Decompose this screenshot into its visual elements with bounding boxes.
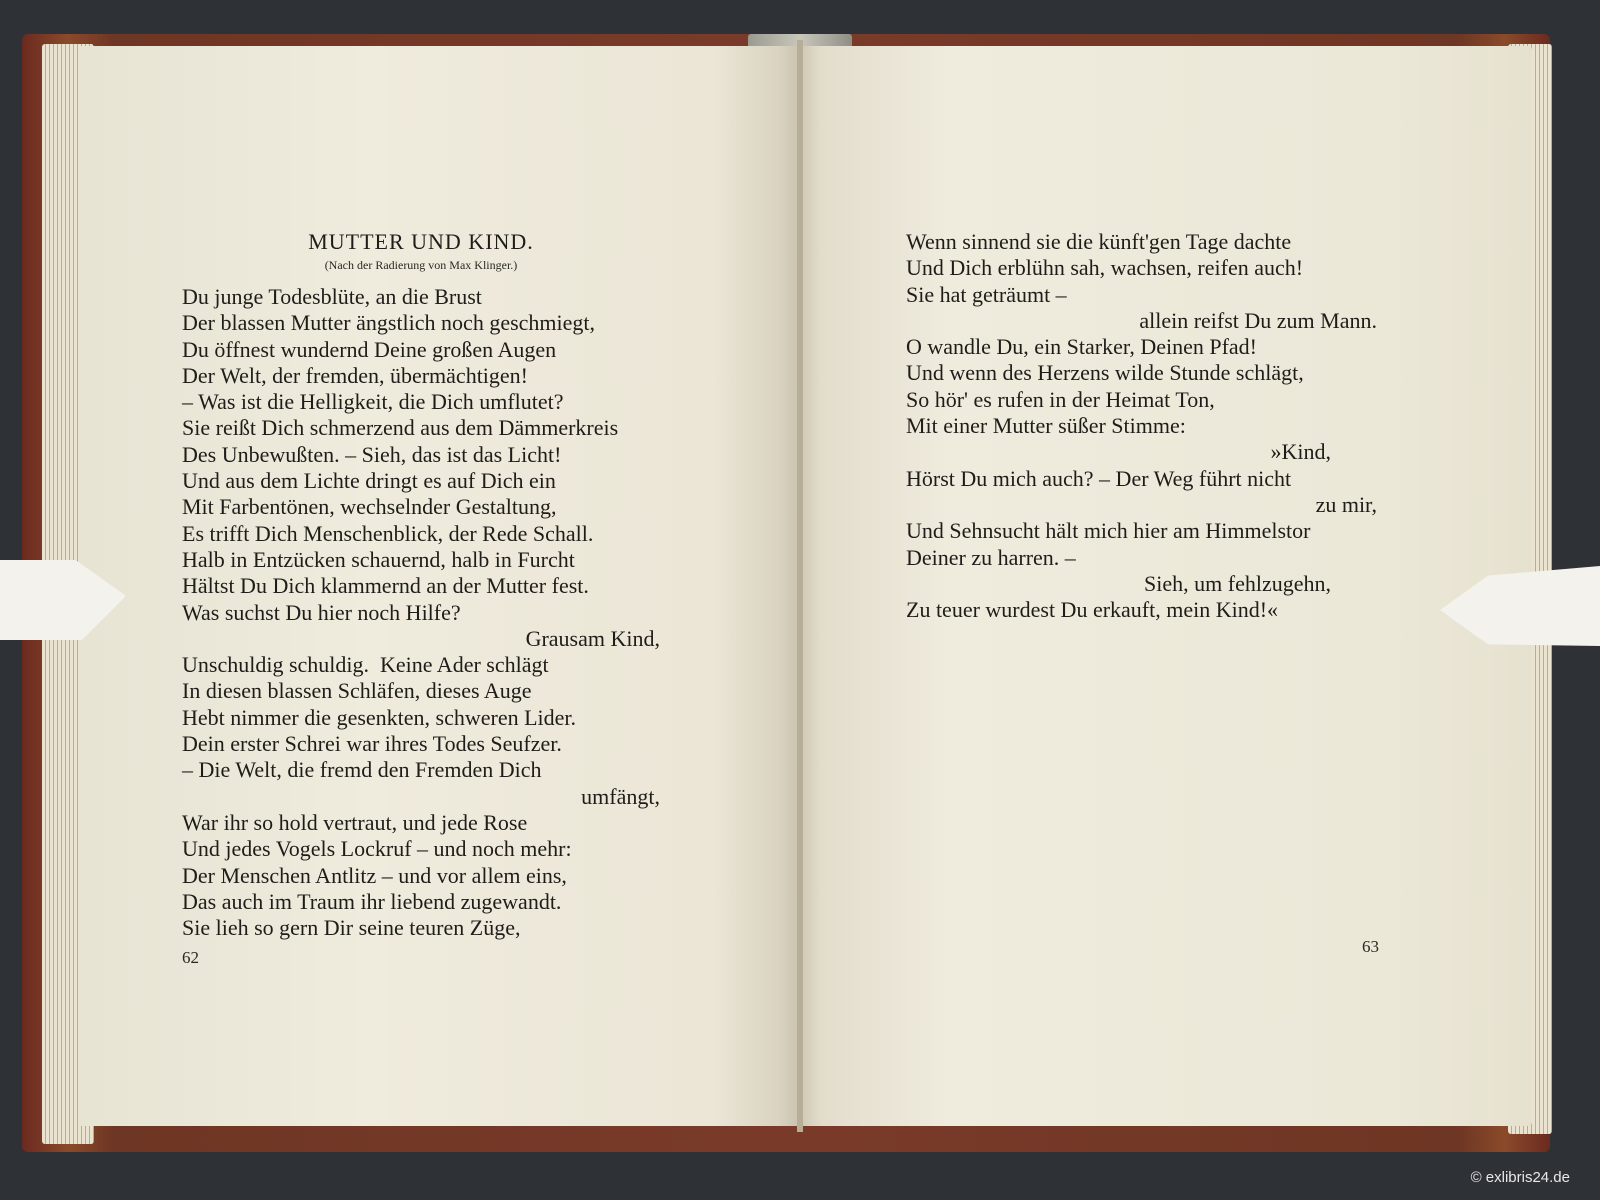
- copyright-watermark: © exlibris24.de: [1470, 1169, 1570, 1186]
- poem-line: Mit einer Mutter süßer Stimme:: [906, 413, 1186, 439]
- poem-line: Du junge Todesblüte, an die Brust: [182, 284, 482, 309]
- poem-line: Dein erster Schrei war ihres Todes Seufzer.: [182, 731, 562, 757]
- poem-line: Wenn sinnend sie die künft'gen Tage dachte: [906, 229, 1292, 254]
- poem-subtitle: (Nach der Radierung von Max Klinger.): [324, 258, 518, 272]
- poem-line: Unschuldig schuldig. Keine Ader schlägt: [182, 652, 549, 678]
- poem-line: Und Sehnsucht hält mich hier am Himmelstor: [906, 518, 1311, 544]
- book-gutter: [797, 40, 803, 1132]
- poem-line: Sie hat geträumt –: [906, 281, 1067, 307]
- poem-line: – Die Welt, die fremd den Fremden Dich: [182, 757, 542, 783]
- poem-line: Hebt nimmer die gesenkten, schweren Lider.: [182, 704, 577, 730]
- poem-line: Der Menschen Antlitz – und vor allem eins,: [182, 862, 567, 888]
- poem-line: Es trifft Dich Menschenblick, der Rede Schall.: [182, 520, 594, 546]
- right-page-text: [906, 229, 1377, 623]
- poem-line: Zu teuer wurdest Du erkauft, mein Kind!«: [906, 597, 1279, 623]
- poem-line: Und aus dem Lichte dringt es auf Dich ein: [182, 468, 556, 494]
- poem-line: »Kind,: [1270, 439, 1331, 465]
- poem-line: War ihr so hold vertraut, und jede Rose: [182, 809, 528, 835]
- poem-line: Halb in Entzücken schauernd, halb in Furcht: [182, 546, 575, 572]
- left-page-text: [182, 284, 660, 941]
- poem-line: Sie lieh so gern Dir seine teuren Züge,: [182, 915, 521, 941]
- poem-line: – Was ist die Helligkeit, die Dich umflutet?: [182, 389, 564, 415]
- poem-line: Und Dich erblühn sah, wachsen, reifen auch!: [906, 255, 1304, 281]
- poem-line: Sie reißt Dich schmerzend aus dem Dämmerkreis: [182, 415, 619, 441]
- poem-line: Deiner zu harren. –: [906, 544, 1076, 570]
- poem-line: Hältst Du Dich klammernd an der Mutter fest.: [182, 573, 589, 599]
- poem-line: Hörst Du mich auch? – Der Weg führt nicht: [906, 465, 1292, 491]
- poem-line: Mit Farbentönen, wechselnder Gestaltung,: [182, 494, 557, 520]
- poem-line: Sieh, um fehlzugehn,: [1144, 570, 1331, 596]
- poem-line: Des Unbewußten. – Sieh, das ist das Licht!: [182, 441, 562, 467]
- poem-line: Was suchst Du hier noch Hilfe?: [182, 599, 461, 625]
- poem-line: umfängt,: [581, 783, 660, 809]
- poem-line: zu mir,: [1315, 491, 1377, 517]
- page-number-left: 62: [182, 948, 199, 967]
- poem-line: In diesen blassen Schläfen, dieses Auge: [182, 678, 532, 704]
- poem-line: allein reifst Du zum Mann.: [1139, 307, 1377, 333]
- poem-line: Der Welt, der fremden, übermächtigen!: [182, 362, 529, 388]
- poem-title: MUTTER UND KIND.: [308, 229, 534, 254]
- page-number-right: 63: [1362, 937, 1379, 956]
- poem-line: Der blassen Mutter ängstlich noch geschmiegt,: [182, 310, 596, 336]
- poem-line: Und jedes Vogels Lockruf – und noch mehr:: [182, 836, 572, 862]
- poem-line: Grausam Kind,: [525, 625, 660, 651]
- poem-line: Du öffnest wundernd Deine großen Augen: [182, 336, 557, 362]
- poem-line: O wandle Du, ein Starker, Deinen Pfad!: [906, 334, 1258, 360]
- poem-line: Das auch im Traum ihr liebend zugewandt.: [182, 888, 562, 914]
- poem-line: Und wenn des Herzens wilde Stunde schlägt,: [906, 360, 1304, 386]
- poem-line: So hör' es rufen in der Heimat Ton,: [906, 386, 1215, 412]
